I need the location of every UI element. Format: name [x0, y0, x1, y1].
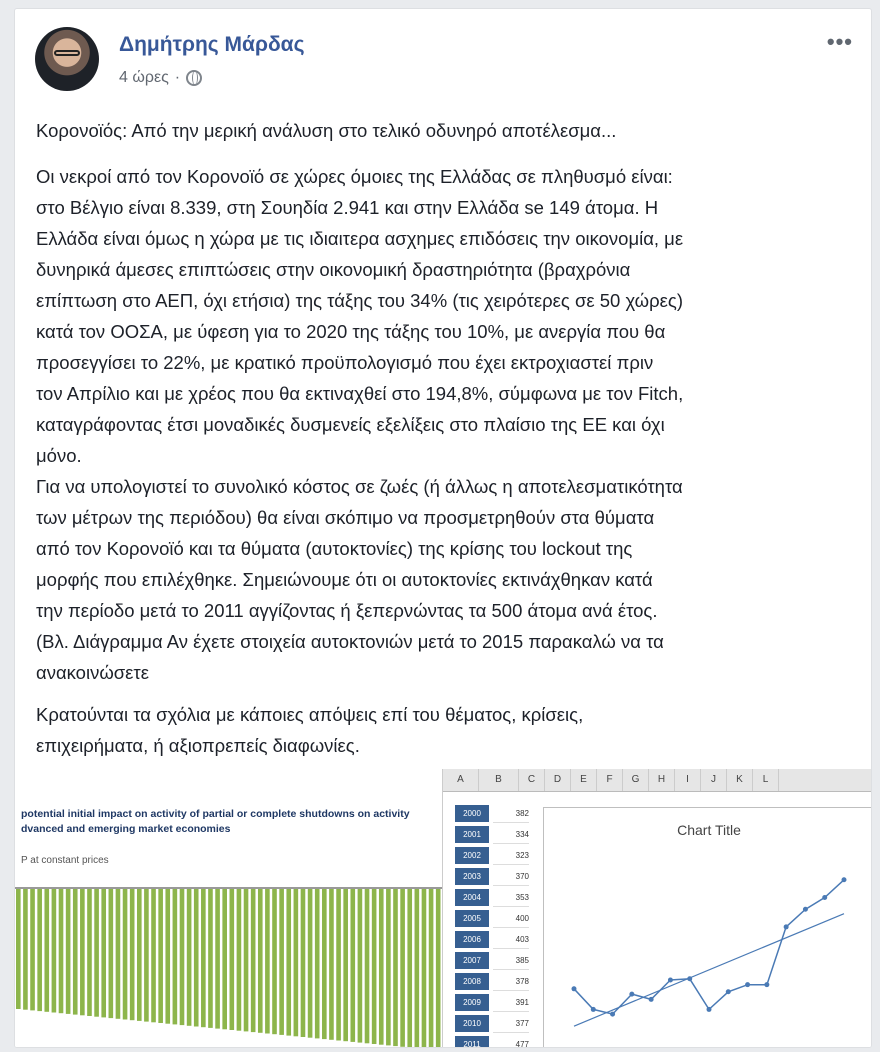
oecd-bar [386, 889, 391, 1045]
oecd-bar [329, 889, 334, 1040]
post-body-line: κατά τον ΟΟΣΑ, με ύφεση για το 2020 της τάξης του 10%, με ανεργία που θα [36, 321, 666, 342]
post-body-line: Ελλάδα είναι όμως η χώρα με τις ιδιαιτερα ασχημες επιδόσεις την οικονομία, με [36, 228, 684, 249]
oecd-bar [101, 889, 106, 1017]
oecd-bar [80, 889, 85, 1015]
sheet-value-cell[interactable]: 385 [493, 952, 529, 970]
oecd-bar [144, 889, 149, 1022]
sheet-year-cell[interactable]: 2000 [455, 805, 489, 822]
post-body-line: δυνηρικά άμεσες επιπτώσεις στην οικονομική δραστηριότητα (βραχρόνια [36, 259, 631, 280]
post-body-line: επίπτωση στο ΑΕΠ, όχι ετήσια) της τάξης του 34% (τις χειρότερες σε 50 χώρες) [36, 290, 683, 311]
facebook-post [14, 8, 872, 1048]
post-closing-line: Κρατούνται τα σχόλια με κάποιες απόψεις επί του θέματος, κρίσεις, [36, 704, 584, 725]
oecd-bar [37, 889, 42, 1011]
oecd-bar [151, 889, 156, 1022]
post-body-line: των μέτρων της περιόδου) θα είναι σκόπιμο να προσμετρηθούν στα θύματα [36, 507, 655, 528]
oecd-bar [23, 889, 28, 1010]
post-body-line: από τον Κορονοϊό και τα θύματα (αυτοκτονίες) της κρίσης του lockout της [36, 538, 633, 559]
oecd-bar [237, 889, 242, 1031]
excel-chart-title: Chart Title [677, 822, 741, 838]
sheet-year-cell[interactable]: 2009 [455, 994, 489, 1011]
sheet-column-header[interactable]: G [623, 769, 649, 791]
oecd-bar [244, 889, 249, 1031]
post-closing [36, 699, 851, 761]
oecd-bar [365, 889, 370, 1043]
oecd-bar [415, 889, 420, 1048]
oecd-bar [265, 889, 270, 1034]
post-body-line: Οι νεκροί από τον Κορονοϊό σε χώρες όμοιες της Ελλάδας σε πληθυσμό είναι: [36, 166, 673, 187]
post-meta [119, 69, 202, 87]
series-point [745, 982, 750, 987]
oecd-bar [158, 889, 163, 1023]
post-body-line: μορφής που επιλέχθηκε. Σημειώνουμε ότι οι αυτοκτονίες εκτινάχθηκαν κατά [36, 569, 653, 590]
sheet-year-cell[interactable]: 2003 [455, 868, 489, 885]
glasses-shape [54, 50, 80, 56]
sheet-year-cell[interactable]: 2001 [455, 826, 489, 843]
series-point [784, 924, 789, 929]
oecd-bar [73, 889, 78, 1015]
oecd-bar [59, 889, 64, 1013]
post-closing-line: επιχειρήματα, ή αξιοπρεπείς διαφωνίες. [36, 735, 360, 756]
oecd-bar [116, 889, 121, 1019]
oecd-bar [230, 889, 235, 1030]
sheet-column-header[interactable]: K [727, 769, 753, 791]
sheet-column-header[interactable]: D [545, 769, 571, 791]
post-body-line: ανακοινώσετε [36, 662, 149, 683]
post-title-line [36, 115, 851, 146]
post-body-line: τον Απρίλιο και με χρέος που θα εκτιναχθεί στο 194,8%, σύμφωνα με τον Fitch, [36, 383, 684, 404]
globe-icon[interactable] [186, 70, 202, 86]
oecd-bar [400, 889, 405, 1047]
sheet-value-cell[interactable]: 400 [493, 910, 529, 928]
sheet-column-header[interactable]: E [571, 769, 597, 791]
oecd-bar [258, 889, 263, 1033]
sheet-rows [443, 791, 533, 1048]
oecd-bar [422, 889, 427, 1048]
sheet-value-cell[interactable]: 477 [493, 1036, 529, 1048]
sheet-value-cell[interactable]: 353 [493, 889, 529, 907]
sheet-row[interactable] [455, 931, 533, 950]
more-options-icon[interactable]: ••• [826, 29, 853, 54]
series-point [842, 877, 847, 882]
sheet-value-cell[interactable]: 391 [493, 994, 529, 1012]
sheet-row[interactable] [455, 910, 533, 929]
sheet-row[interactable] [455, 973, 533, 992]
oecd-bar [429, 889, 434, 1048]
oecd-bar [251, 889, 256, 1032]
oecd-bar [173, 889, 178, 1024]
series-point [822, 895, 827, 900]
sheet-column-header[interactable]: B [479, 769, 519, 791]
sheet-row[interactable] [455, 805, 533, 824]
post-body-line: την περίοδο μετά το 2011 αγγίζοντας ή ξεπερνώντας τα 500 άτομα ανά έτος. [36, 600, 658, 621]
sheet-value-cell[interactable]: 370 [493, 868, 529, 886]
oecd-bar [358, 889, 363, 1043]
sheet-year-cell[interactable]: 2007 [455, 952, 489, 969]
post-title-text: Κορονοϊός: Από την μερική ανάλυση στο τελικό οδυνηρό αποτέλεσμα... [36, 120, 617, 141]
post-body-line: Για να υπολογιστεί το συνολικό κόστος σε ζωές (ή άλλως η αποτελεσματικότητα [36, 476, 683, 497]
sheet-column-header[interactable]: L [753, 769, 779, 791]
excel-chart [543, 807, 872, 1048]
oecd-bar [301, 889, 306, 1037]
oecd-bar [30, 889, 35, 1010]
oecd-title-line-1: potential initial impact on activity of partial or complete shutdowns on activity [21, 808, 410, 820]
oecd-bar [407, 889, 412, 1048]
series-point [707, 1007, 712, 1012]
oecd-chart-subtitle: P at constant prices [21, 855, 109, 866]
sheet-value-cell[interactable]: 323 [493, 847, 529, 865]
sheet-year-cell[interactable]: 2010 [455, 1015, 489, 1032]
sheet-year-cell[interactable]: 2006 [455, 931, 489, 948]
oecd-bar [279, 889, 284, 1035]
sheet-row[interactable] [455, 952, 533, 971]
sheet-row[interactable] [455, 847, 533, 866]
sheet-year-cell[interactable]: 2008 [455, 973, 489, 990]
sheet-value-cell[interactable]: 382 [493, 805, 529, 823]
author-name[interactable]: Δημήτρης Μάρδας [119, 33, 305, 56]
oecd-bar [194, 889, 199, 1027]
series-point [591, 1007, 596, 1012]
post-body-line: (Βλ. Διάγραμμα Αν έχετε στοιχεία αυτοκτονιών μετά το 2015 παρακαλώ να τα [36, 631, 664, 652]
series-point [803, 907, 808, 912]
oecd-bar [308, 889, 313, 1038]
oecd-chart-title [21, 807, 441, 837]
oecd-bar [222, 889, 227, 1029]
oecd-bar [286, 889, 291, 1036]
excel-chart-image[interactable] [443, 769, 872, 1048]
oecd-chart-image[interactable] [15, 769, 443, 1048]
post-body-line: καταγράφοντας έτσι μοναδικές δυσμενείς εξελίξεις στο πλαίσιο της ΕΕ και όχι [36, 414, 665, 435]
series-point [572, 986, 577, 991]
series-point [649, 997, 654, 1002]
sheet-column-header[interactable]: I [675, 769, 701, 791]
post-time[interactable]: 4 ώρες [119, 69, 169, 86]
oecd-bar [137, 889, 142, 1021]
sheet-value-cell[interactable]: 334 [493, 826, 529, 844]
oecd-bar [52, 889, 57, 1013]
sheet-column-headers [443, 769, 872, 792]
oecd-bar [215, 889, 220, 1029]
oecd-bar [201, 889, 206, 1027]
series-point [764, 982, 769, 987]
meta-separator: · [174, 69, 181, 86]
oecd-bars [15, 887, 442, 1048]
sheet-column-header[interactable]: J [701, 769, 727, 791]
oecd-bar [16, 889, 21, 1009]
oecd-bar [130, 889, 135, 1020]
oecd-bar [208, 889, 213, 1028]
oecd-bar [123, 889, 128, 1020]
oecd-bar [272, 889, 277, 1034]
oecd-bar [294, 889, 299, 1036]
sheet-value-cell[interactable]: 378 [493, 973, 529, 991]
oecd-bar [436, 889, 441, 1048]
author-avatar[interactable] [35, 27, 99, 91]
sheet-column-header[interactable]: H [649, 769, 675, 791]
sheet-row[interactable] [455, 868, 533, 887]
oecd-bar [165, 889, 170, 1024]
oecd-bar [379, 889, 384, 1045]
series-point [668, 977, 673, 982]
oecd-title-line-2: dvanced and emerging market economies [21, 823, 231, 835]
post-body-line: μόνο. [36, 445, 82, 466]
oecd-bar [94, 889, 99, 1017]
oecd-bar [343, 889, 348, 1041]
oecd-bar [315, 889, 320, 1038]
sheet-row[interactable] [455, 889, 533, 908]
sheet-year-cell[interactable]: 2004 [455, 889, 489, 906]
series-line [574, 880, 844, 1014]
post-body-line: στο Βέλγιο είναι 8.339, στη Σουηδία 2.941 και στην Ελλάδα se 149 άτομα. Η [36, 197, 659, 218]
series-point [629, 992, 634, 997]
sheet-row[interactable] [455, 1036, 533, 1048]
oecd-bar [44, 889, 49, 1012]
oecd-bar [350, 889, 355, 1042]
sheet-year-cell[interactable]: 2005 [455, 910, 489, 927]
oecd-bar [87, 889, 92, 1016]
excel-line-chart [544, 808, 872, 1048]
oecd-bar [187, 889, 192, 1026]
sheet-value-cell[interactable]: 403 [493, 931, 529, 949]
oecd-bar [393, 889, 398, 1046]
oecd-bar [336, 889, 341, 1041]
sheet-row[interactable] [455, 826, 533, 845]
post-images[interactable] [15, 769, 872, 1048]
series-point [726, 989, 731, 994]
sheet-column-header[interactable]: F [597, 769, 623, 791]
post-body-line: προσεγγίσει το 22%, με κρατικό προϋπολογισμό που έχει εκτροχιαστεί πριν [36, 352, 654, 373]
oecd-bar [372, 889, 377, 1044]
post-body [36, 161, 851, 688]
sheet-column-header[interactable]: C [519, 769, 545, 791]
oecd-bar [322, 889, 327, 1039]
oecd-bar [180, 889, 185, 1025]
sheet-value-cell[interactable]: 377 [493, 1015, 529, 1033]
series-point [610, 1012, 615, 1017]
oecd-bar [66, 889, 71, 1014]
sheet-row[interactable] [455, 1015, 533, 1034]
sheet-year-cell[interactable]: 2002 [455, 847, 489, 864]
oecd-bar [109, 889, 114, 1018]
sheet-year-cell[interactable]: 2011 [455, 1036, 489, 1048]
sheet-row[interactable] [455, 994, 533, 1013]
sheet-column-header[interactable]: A [443, 769, 479, 791]
